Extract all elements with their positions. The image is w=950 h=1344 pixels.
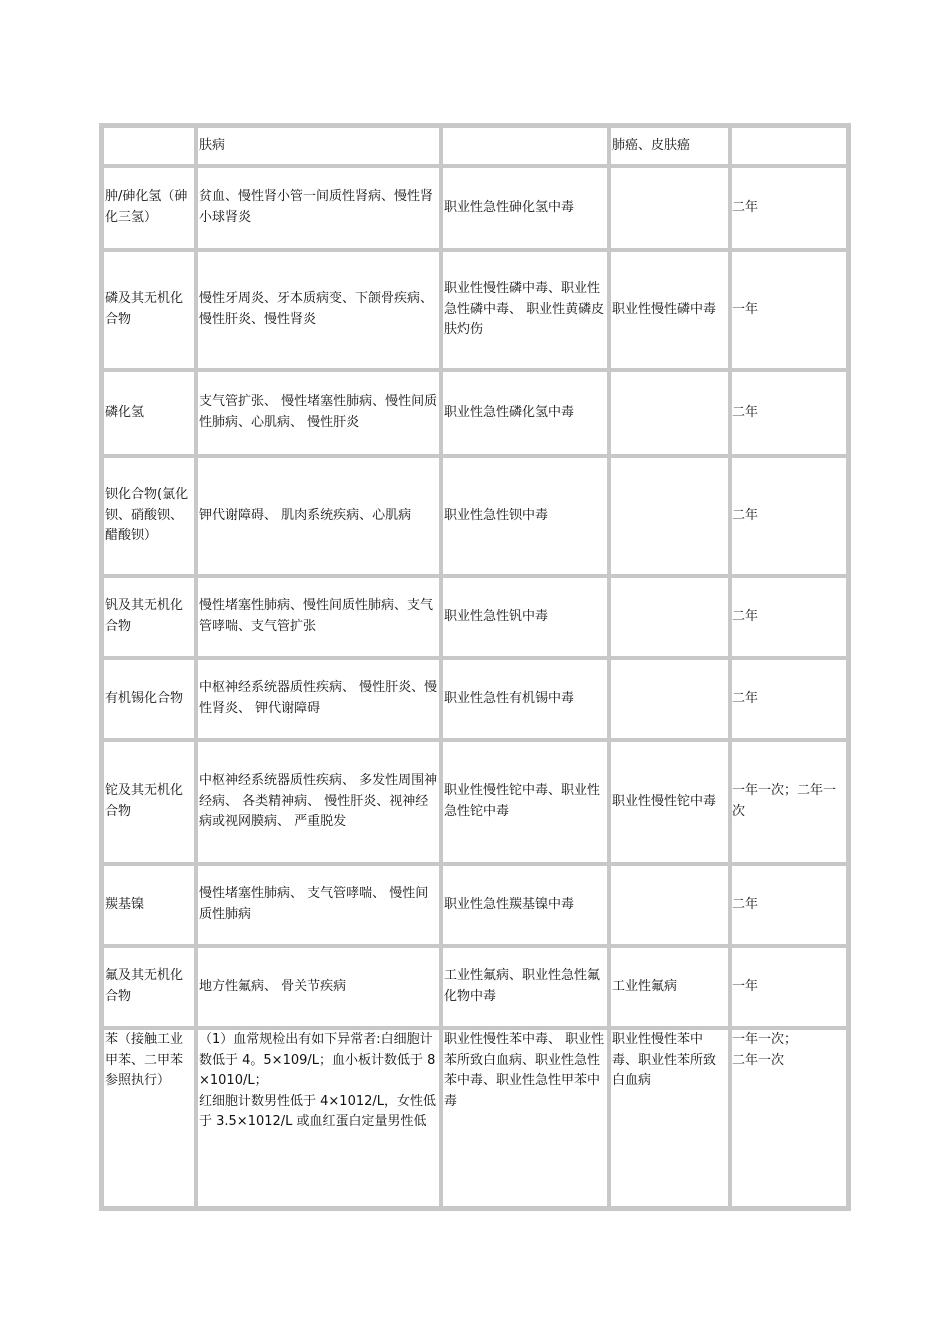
cell-line: 职业性慢性磷中毒、职业性急性磷中毒、 职业性黄磷皮肤灼伤	[444, 281, 605, 338]
cell-line: 职业性慢性铊中毒、职业性急性铊中毒	[444, 783, 601, 819]
cell-occupational-disease	[441, 576, 609, 658]
table-row	[102, 456, 848, 576]
cell-line: 支气管扩张、 慢性堵塞性肺病、慢性间质性肺病、心肌病、 慢性肝炎	[199, 394, 438, 430]
table-row	[102, 126, 848, 166]
cell-occupational-disease	[441, 658, 609, 740]
cell-line: 二年	[732, 199, 759, 215]
cell-chronic-disease	[609, 250, 730, 370]
cell-line: 职业性急性钒中毒	[444, 608, 549, 624]
cell-period	[730, 370, 848, 456]
cell-occupational-disease	[441, 370, 609, 456]
cell-period	[730, 126, 848, 166]
cell-line: 肤病	[199, 137, 226, 153]
table-row	[102, 946, 848, 1028]
cell-occupational-disease	[441, 250, 609, 370]
cell-period	[730, 864, 848, 946]
cell-period	[730, 576, 848, 658]
table-row	[102, 370, 848, 456]
cell-chronic-disease	[609, 456, 730, 576]
cell-line: 二年	[732, 690, 759, 706]
table-row	[102, 166, 848, 250]
cell-line: 二年	[732, 896, 759, 912]
cell-factor: 氟及其无机化合物	[102, 946, 196, 1028]
cell-line: 慢性堵塞性肺病、 支气管哮喘、 慢性间质性肺病	[199, 886, 429, 922]
cell-line: 职业性急性砷化氢中毒	[444, 199, 575, 215]
cell-period	[730, 740, 848, 864]
cell-line: 工业性氟病	[612, 978, 678, 994]
cell-chronic-disease	[609, 576, 730, 658]
cell-line: 一年一次；二年一次	[732, 783, 837, 819]
cell-line: 肺癌、皮肤癌	[612, 137, 691, 153]
cell-line: 职业性急性磷化氢中毒	[444, 404, 575, 420]
cell-occupational-disease	[441, 456, 609, 576]
cell-line: 职业性急性羰基镍中毒	[444, 896, 575, 912]
cell-contraindication	[196, 1028, 441, 1208]
cell-contraindication	[196, 576, 441, 658]
cell-occupational-disease	[441, 126, 609, 166]
cell-line: 二年一次	[732, 1052, 785, 1068]
cell-chronic-disease	[609, 864, 730, 946]
cell-line: 一年	[732, 301, 759, 317]
table-frame	[99, 123, 851, 1211]
cell-line: 职业性急性有机锡中毒	[444, 690, 575, 706]
cell-line: 职业性慢性苯中毒、职业性苯所致白血病	[612, 1032, 717, 1089]
cell-chronic-disease	[609, 946, 730, 1028]
cell-period	[730, 1028, 848, 1208]
cell-contraindication	[196, 126, 441, 166]
cell-line: 慢性堵塞性肺病、慢性间质性肺病、支气管哮喘、支气管扩张	[199, 598, 434, 634]
exam-table	[102, 126, 848, 1208]
cell-factor: 磷化氢	[102, 370, 196, 456]
cell-line: 二年	[732, 608, 759, 624]
cell-line: （1）血常规检出有如下异常者:白细胞计数低于 4。5×109/L；血小板计数低于 8×1010/L；	[199, 1032, 436, 1089]
table-row	[102, 740, 848, 864]
cell-occupational-disease	[441, 166, 609, 250]
table-row	[102, 576, 848, 658]
table-row	[102, 250, 848, 370]
cell-contraindication	[196, 456, 441, 576]
cell-chronic-disease	[609, 126, 730, 166]
cell-chronic-disease	[609, 370, 730, 456]
cell-occupational-disease	[441, 740, 609, 864]
cell-contraindication	[196, 658, 441, 740]
cell-factor: 有机锡化合物	[102, 658, 196, 740]
cell-factor	[102, 126, 196, 166]
cell-chronic-disease	[609, 658, 730, 740]
cell-period	[730, 658, 848, 740]
cell-line: 职业性急性钡中毒	[444, 507, 549, 523]
cell-line: 一年一次；	[732, 1032, 798, 1047]
cell-line: 红细胞计数男性低于 4×1012/L，女性低于 3.5×1012/L 或血红蛋白定量男性低	[199, 1093, 437, 1130]
cell-contraindication	[196, 864, 441, 946]
cell-line: 钾代谢障碍、 肌肉系统疾病、心肌病	[199, 507, 412, 523]
cell-contraindication	[196, 250, 441, 370]
cell-occupational-disease	[441, 946, 609, 1028]
cell-factor: 肿/砷化氢（砷化三氢）	[102, 166, 196, 250]
cell-period	[730, 456, 848, 576]
cell-chronic-disease	[609, 1028, 730, 1208]
cell-line: 二年	[732, 404, 759, 420]
cell-factor: 钡化合物(氯化钡、硝酸钡、醋酸钡）	[102, 456, 196, 576]
cell-factor: 羰基镍	[102, 864, 196, 946]
cell-chronic-disease	[609, 740, 730, 864]
cell-line: 中枢神经系统器质性疾病、 慢性肝炎、慢性肾炎、 钾代谢障碍	[199, 680, 438, 716]
cell-period	[730, 250, 848, 370]
cell-period	[730, 166, 848, 250]
cell-line: 中枢神经系统器质性疾病、 多发性周围神经病、 各类精神病、 慢性肝炎、视神经病或视网膜病、 严重脱发	[199, 773, 438, 830]
cell-occupational-disease	[441, 864, 609, 946]
table-row	[102, 658, 848, 740]
cell-factor: 苯（接触工业甲苯、二甲苯参照执行）	[102, 1028, 196, 1208]
cell-line: 贫血、慢性肾小管一间质性肾病、慢性肾小球肾炎	[199, 189, 434, 225]
cell-line: 慢性牙周炎、牙本质病变、下颌骨疾病、慢性肝炎、慢性肾炎	[199, 291, 434, 327]
cell-line: 职业性慢性铊中毒	[612, 793, 717, 809]
cell-period	[730, 946, 848, 1028]
cell-occupational-disease	[441, 1028, 609, 1208]
cell-contraindication	[196, 370, 441, 456]
cell-factor: 铊及其无机化合物	[102, 740, 196, 864]
cell-contraindication	[196, 946, 441, 1028]
cell-contraindication	[196, 740, 441, 864]
cell-chronic-disease	[609, 166, 730, 250]
cell-line: 职业性慢性磷中毒	[612, 301, 717, 317]
cell-factor: 磷及其无机化合物	[102, 250, 196, 370]
cell-contraindication	[196, 166, 441, 250]
cell-line: 二年	[732, 507, 759, 523]
cell-factor: 钒及其无机化合物	[102, 576, 196, 658]
cell-line: 职业性慢性苯中毒、 职业性苯所致白血病、职业性急性苯中毒、职业性急性甲苯中毒	[444, 1032, 605, 1109]
table-body	[102, 126, 848, 1208]
cell-line: 一年	[732, 978, 759, 994]
table-row	[102, 1028, 848, 1208]
table-row	[102, 864, 848, 946]
cell-line: 地方性氟病、 骨关节疾病	[199, 978, 347, 994]
cell-line: 工业性氟病、职业性急性氟化物中毒	[444, 968, 601, 1004]
